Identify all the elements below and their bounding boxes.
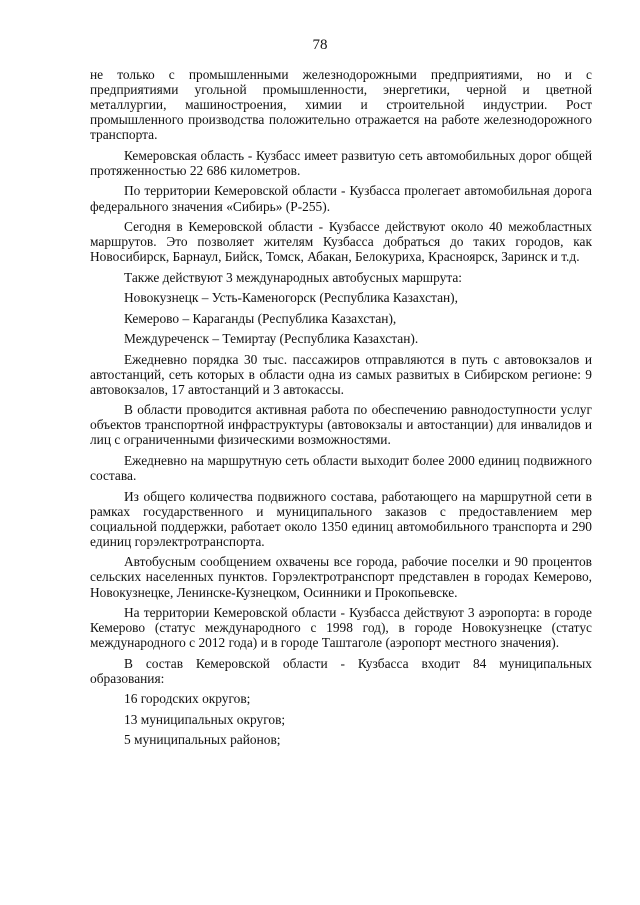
paragraph: По территории Кемеровской области - Кузбасса пролегает автомобильная дорога федерального значения «Сибирь» (Р-255). — [90, 183, 592, 214]
paragraph: В области проводится активная работа по обеспечению равнодоступности услуг объектов транспортной инфраструктуры (автовокзалы и автостанции) для инвалидов и лиц с ограниченными физическими возможностями. — [90, 402, 592, 448]
paragraph: Новокузнецк – Усть-Каменогорск (Республика Казахстан), — [124, 290, 458, 306]
paragraph: Автобусным сообщением охвачены все города, рабочие поселки и 90 процентов сельских населенных пунктов. Горэлектротранспорт представлен в городах Кемерово, Новокузнецке, Ленинске-Кузнецком, Осинники и Прокопьевске. — [90, 554, 592, 600]
paragraph: Междуреченск – Темиртау (Республика Казахстан). — [124, 331, 419, 347]
paragraph: не только с промышленными железнодорожными предприятиями, но и с предприятиями угольной промышленности, энергетики, черной и цветной металлургии, машиностроения, химии и строительной индустрии. Рост промышленного производства положительно отражается на работе железнодорожного транспорта. — [90, 67, 592, 143]
body-text — [90, 67, 592, 753]
paragraph: Кемеровская область - Кузбасс имеет развитую сеть автомобильных дорог общей протяженностью 22 686 километров. — [90, 147, 592, 178]
paragraph: Сегодня в Кемеровской области - Кузбассе действуют около 40 межобластных маршрутов. Это позволяет жителям Кузбасса добраться до таких городов, как Новосибирск, Барнаул, Бийск, Томск, Абакан, Белокуриха, Красноярск, Заринск и т.д. — [90, 219, 592, 265]
paragraph: Ежедневно порядка 30 тыс. пассажиров отправляются в путь с автовокзалов и автостанций, сеть которых в области одна из самых развитых в Сибирском регионе: 9 автовокзалов, 17 автостанций и 3 автокассы. — [90, 351, 592, 397]
paragraph: 16 городских округов; — [124, 691, 251, 707]
paragraph: Кемерово – Караганды (Республика Казахстан), — [124, 310, 397, 326]
paragraph: Ежедневно на маршрутную сеть области выходит более 2000 единиц подвижного состава. — [90, 452, 592, 484]
page-number: 78 — [312, 37, 328, 53]
paragraph: 13 муниципальных округов; — [124, 711, 286, 727]
paragraph: 5 муниципальных районов; — [124, 732, 281, 748]
paragraph: В состав Кемеровской области - Кузбасса входит 84 муниципальных образования: — [90, 655, 592, 686]
paragraph: Из общего количества подвижного состава, работающего на маршрутной сети в рамках государственного и муниципального заказов с предоставлением мер социальной поддержки, работает около 1350 единиц автомобильного транспорта и 290 единиц горэлектротранспорта. — [90, 488, 592, 549]
paragraph: Также действуют 3 международных автобусных маршрута: — [124, 269, 462, 285]
paragraph: На территории Кемеровской области - Кузбасса действуют 3 аэропорта: в городе Кемерово (статус международного с 1998 год), в городе Новокузнецке (статус международного с 2012 года) и в городе Таштаголе (аэропорт местного значения). — [90, 604, 592, 651]
